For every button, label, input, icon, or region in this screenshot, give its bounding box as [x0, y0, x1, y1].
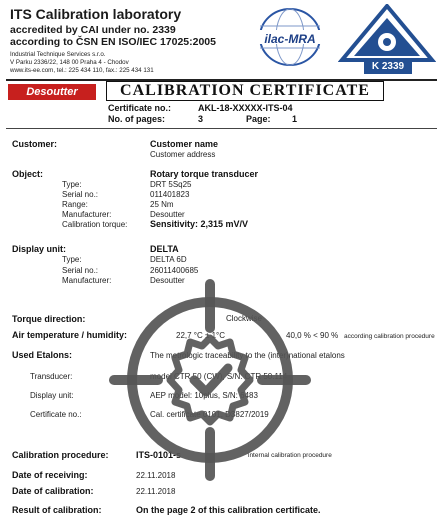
etalon-transducer-label: Transducer:	[30, 372, 73, 381]
pages-label: No. of pages:	[108, 114, 166, 124]
address-line-1: Industrial Technique Services s.r.o.	[10, 51, 106, 58]
used-etalons-label: Used Etalons:	[12, 350, 73, 360]
desoutter-logo: Desoutter	[8, 84, 96, 100]
address-line-3: www.its-ee.com, tel.: 225 434 110, fax.: 225 434 131	[10, 67, 154, 74]
object-type: DRT 5Sq25	[150, 180, 192, 189]
verified-target-icon	[100, 270, 330, 500]
title-divider	[6, 128, 437, 129]
sensitivity-value: Sensitivity: 2,315 mV/V	[150, 219, 249, 229]
page-value: 1	[292, 114, 298, 124]
display-serial: 26011400685	[150, 266, 199, 275]
triangle-mark-icon	[338, 4, 436, 62]
certificate-number-label: Certificate no.:	[108, 103, 172, 113]
object-range-label: Range:	[62, 200, 88, 209]
standard-line: according to ČSN EN ISO/IEC 17025:2005	[10, 36, 216, 48]
accreditation-line: accredited by CAI under no. 2339	[10, 24, 176, 36]
certificate-title: CALIBRATION CERTIFICATE	[106, 81, 384, 101]
calibration-torque-label: Calibration torque:	[62, 220, 128, 229]
customer-label: Customer:	[12, 139, 58, 149]
air-conditions-label: Air temperature / humidity:	[12, 330, 128, 340]
procedure-label: Calibration procedure:	[12, 450, 109, 460]
procedure-note: internal calibration procedure	[248, 452, 332, 459]
object-manufacturer: Desoutter	[150, 210, 185, 219]
object-serial: 011401823	[150, 190, 190, 199]
result-value: On the page 2 of this calibration certificate.	[136, 505, 321, 515]
page-label: Page:	[246, 114, 271, 124]
object-range: 25 Nm	[150, 200, 174, 209]
customer-name: Customer name	[150, 139, 219, 149]
torque-direction-value: Clockwise	[226, 314, 263, 323]
verified-target-overlay	[100, 270, 330, 500]
temperature-value: 22,7 °C ± 1°C	[176, 331, 226, 340]
humidity-note: according calibration procedure	[344, 333, 435, 340]
display-manufacturer-label: Manufacturer:	[62, 276, 112, 285]
etalon-display: AEP model: 10plus, S/N: 6483	[150, 391, 258, 400]
customer-address: Customer address	[150, 150, 216, 159]
display-serial-label: Serial no.:	[62, 266, 99, 275]
pages-value: 3	[198, 114, 204, 124]
date-receiving: 22.11.2018	[136, 471, 176, 480]
result-label: Result of calibration:	[12, 505, 102, 515]
display-type: DELTA 6D	[150, 255, 187, 264]
object-serial-label: Serial no.:	[62, 190, 99, 199]
k-logo-text: K 2339	[364, 60, 412, 74]
etalon-display-label: Display unit:	[30, 391, 74, 400]
etalon-transducer: model CTR 50 (CW), S/N: CTR 50.114	[150, 372, 288, 381]
address-line-2: V Parku 2336/22, 148 00 Praha 4 - Chodov	[10, 59, 129, 66]
certificate-number: AKL-18-XXXXX-ITS-04	[198, 103, 293, 113]
display-type-label: Type:	[62, 255, 82, 264]
object-label: Object:	[12, 169, 44, 179]
object-type-label: Type:	[62, 180, 82, 189]
display-unit-label: Display unit:	[12, 244, 67, 254]
ilac-mra-logo	[252, 6, 328, 68]
date-receiving-label: Date of receiving:	[12, 470, 88, 480]
date-calibration: 22.11.2018	[136, 487, 176, 496]
ilac-logo-text: ilac-MRA	[264, 32, 316, 46]
object-name: Rotary torque transducer	[150, 169, 259, 179]
display-manufacturer: Desoutter	[150, 276, 185, 285]
etalon-certificate-label: Certificate no.:	[30, 410, 82, 419]
etalon-certificate: Cal. certificate 0101, D3827/2019	[150, 410, 269, 419]
lab-name: ITS Calibration laboratory	[10, 6, 182, 22]
torque-direction-label: Torque direction:	[12, 314, 86, 324]
date-calibration-label: Date of calibration:	[12, 486, 94, 496]
procedure-value: ITS-0101-s	[136, 450, 182, 460]
etalons-intro: The metrologic traceability to the (inter)national etalons	[150, 351, 345, 360]
accreditation-k-logo	[338, 4, 436, 80]
humidity-value: 40,0 % < 90 %	[286, 331, 339, 340]
object-manufacturer-label: Manufacturer:	[62, 210, 112, 219]
display-unit-name: DELTA	[150, 244, 179, 254]
